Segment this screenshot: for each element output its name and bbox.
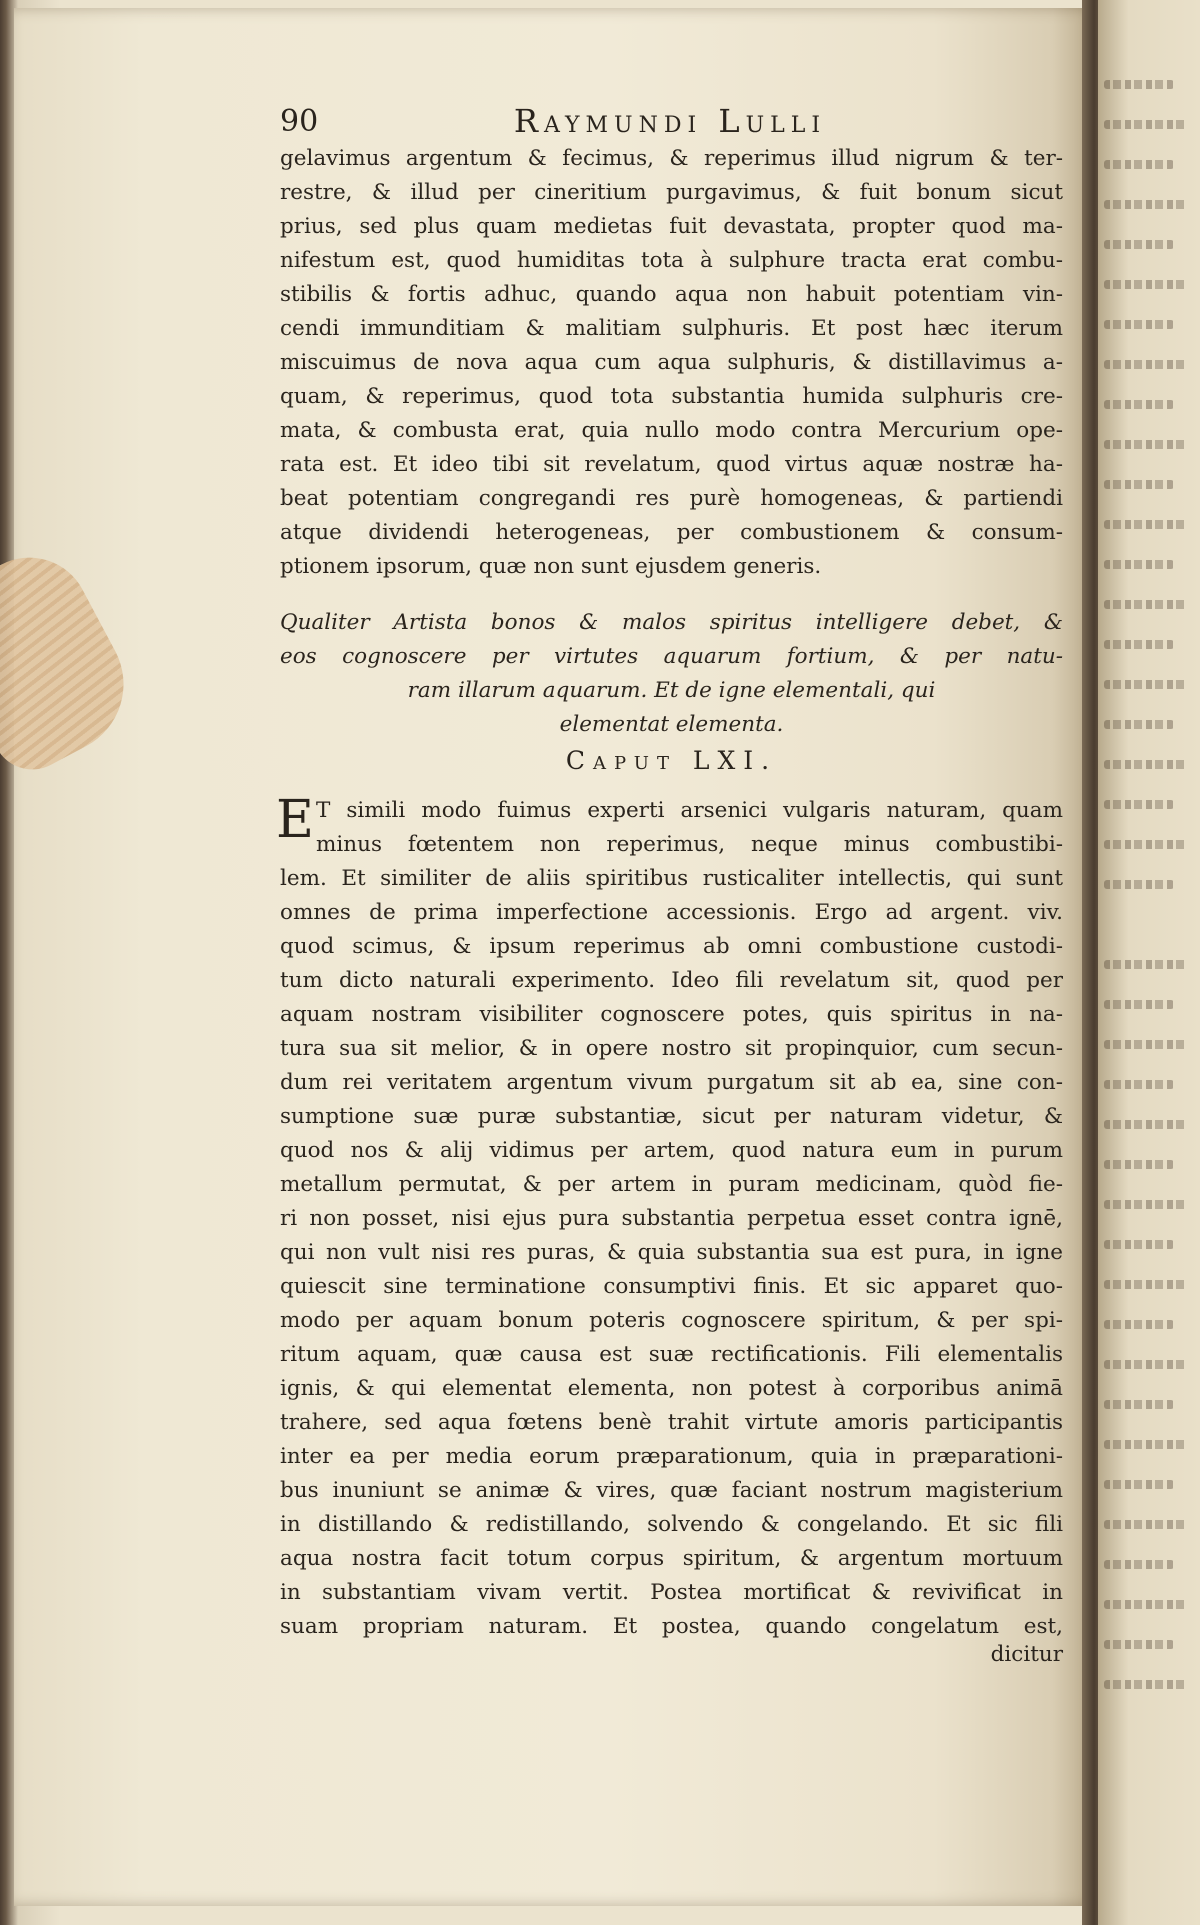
text-line: rata est. Et ideo tibi sit revelatum, quod virtus aquæ nostræ ha- — [280, 452, 1063, 477]
facing-page-text-line — [1104, 1600, 1187, 1609]
section-heading — [280, 606, 1063, 742]
facing-page-text-line — [1104, 200, 1187, 209]
text-line: in substantiam vivam vertit. Postea mortificat & revivificat in — [280, 1580, 1063, 1605]
text-line: nifestum est, quod humiditas tota à sulphure tracta erat combu- — [280, 248, 1063, 273]
text-line: aquam nostram visibiliter cognoscere potes, quis spiritus in na- — [280, 1002, 1063, 1027]
facing-page-text-line — [1104, 1000, 1174, 1009]
facing-page-text-line — [1104, 840, 1187, 849]
heading-line: ram illarum aquarum. Et de igne elementali, qui — [407, 678, 936, 703]
facing-page-text-line — [1104, 1160, 1174, 1169]
facing-page-text-line — [1104, 1640, 1174, 1649]
facing-page-text-line — [1104, 320, 1174, 329]
facing-page-text-line — [1104, 400, 1174, 409]
text-line: lem. Et similiter de aliis spiritibus rusticaliter intellectis, qui sunt — [280, 866, 1063, 891]
text-line: cendi immunditiam & malitiam sulphuris. Et post hæc iterum — [280, 316, 1063, 341]
facing-page-text-line — [1104, 120, 1187, 129]
facing-page-text-line — [1104, 520, 1187, 529]
text-line: ptionem ipsorum, quæ non sunt ejusdem generis. — [280, 554, 822, 579]
text-line: omnes de prima imperfectione accessionis. Ergo ad argent. viv. — [280, 900, 1063, 925]
running-title: Raymundi Lulli — [513, 102, 827, 140]
facing-page-text-line — [1104, 480, 1174, 489]
facing-page-text-line — [1104, 1320, 1174, 1329]
text-line: atque dividendi heterogeneas, per combustionem & consum- — [280, 520, 1063, 545]
facing-page-text-line — [1104, 1520, 1187, 1529]
text-line: minus fœtentem non reperimus, neque minus combustibi- — [316, 832, 1063, 857]
facing-page-text-line — [1104, 1040, 1187, 1049]
facing-page-text-line — [1104, 1400, 1174, 1409]
text-line: miscuimus de nova aqua cum aqua sulphuris, & distillavimus a- — [280, 350, 1063, 375]
facing-page-text-line — [1104, 640, 1174, 649]
facing-page-text-line — [1104, 1440, 1187, 1449]
text-line: ri non posset, nisi ejus pura substantia perpetua esset contra ignē, — [280, 1206, 1063, 1231]
text-line: qui non vult nisi res puras, & quia substantia sua est pura, in igne — [280, 1240, 1063, 1265]
facing-page-text-line — [1104, 560, 1174, 569]
running-head — [280, 102, 1060, 146]
facing-page-text-line — [1104, 1280, 1187, 1289]
facing-page-text-line — [1104, 1560, 1174, 1569]
facing-page-text-line — [1104, 600, 1187, 609]
facing-page-text-line — [1104, 1680, 1187, 1689]
text-line: quod nos & alij vidimus per artem, quod natura eum in purum — [280, 1138, 1063, 1163]
text-line: trahere, sed aqua fœtens benè trahit virtute amoris participantis — [280, 1410, 1063, 1435]
text-line: mata, & combusta erat, quia nullo modo contra Mercurium ope- — [280, 418, 1063, 443]
facing-page-text-line — [1104, 720, 1174, 729]
text-line: modo per aquam bonum poteris cognoscere spiritum, & per spi- — [280, 1308, 1063, 1333]
facing-page-text-line — [1104, 1080, 1174, 1089]
page-number: 90 — [280, 104, 319, 139]
facing-page-text-line — [1104, 880, 1174, 889]
text-line: T simili modo fuimus experti arsenici vulgaris naturam, quam — [316, 798, 1063, 823]
text-line: ignis, & qui elementat elementa, non potest à corporibus animā — [280, 1376, 1063, 1401]
text-line: aqua nostra facit totum corpus spiritum, & argentum mortuum — [280, 1546, 1063, 1571]
text-line: metallum permutat, & per artem in puram medicinam, quòd fie- — [280, 1172, 1063, 1197]
text-line: gelavimus argentum & fecimus, & reperimus illud nigrum & ter- — [280, 146, 1063, 171]
text-line: bus inuniunt se animæ & vires, quæ faciant nostrum magisterium — [280, 1478, 1063, 1503]
chapter-label: Caput LXI. — [565, 746, 778, 775]
chapter-text — [280, 794, 1063, 1644]
text-line: restre, & illud per cineritium purgavimus, & fuit bonum sicut — [280, 180, 1063, 205]
text-line: tura sua sit melior, & in opere nostro sit propinquior, cum secun- — [280, 1036, 1063, 1061]
text-line: tum dicto naturali experimento. Ideo fili revelatum sit, quod per — [280, 968, 1063, 993]
heading-line: elementat elementa. — [559, 712, 784, 737]
text-line: quam, & reperimus, quod tota substantia humida sulphuris cre- — [280, 384, 1063, 409]
text-line: quod scimus, & ipsum reperimus ab omni combustione custodi- — [280, 934, 1063, 959]
text-line: sumptione suæ puræ substantiæ, sicut per naturam videtur, & — [280, 1104, 1063, 1129]
text-line: inter ea per media eorum præparationum, quia in præparationi- — [280, 1444, 1063, 1469]
drop-cap: E — [276, 790, 314, 850]
text-line: stibilis & fortis adhuc, quando aqua non habuit potentiam vin- — [280, 282, 1063, 307]
facing-page-text-line — [1104, 680, 1187, 689]
facing-page-text-line — [1104, 1240, 1174, 1249]
facing-page-text-line — [1104, 440, 1187, 449]
facing-page-text-line — [1104, 760, 1187, 769]
text-line: beat potentiam congregandi res purè homogeneas, & partiendi — [280, 486, 1063, 511]
facing-page-text-line — [1104, 280, 1187, 289]
text-line: ritum aquam, quæ causa est suæ rectificationis. Fili elementalis — [280, 1342, 1063, 1367]
text-line: quiescit sine terminatione consumptivi finis. Et sic apparet quo- — [280, 1274, 1063, 1299]
facing-page-text-line — [1104, 80, 1174, 89]
facing-page-text-line — [1104, 1200, 1187, 1209]
facing-page-text-line — [1104, 1360, 1187, 1369]
facing-page-text-line — [1104, 960, 1187, 969]
paragraph-one — [280, 142, 1063, 584]
text-line: suam propriam naturam. Et postea, quando congelatum est, — [280, 1614, 1063, 1639]
facing-page-text-line — [1104, 1120, 1187, 1129]
catchword: dicitur — [990, 1642, 1063, 1667]
facing-page-edge — [1098, 0, 1200, 1925]
text-line: prius, sed plus quam medietas fuit devastata, propter quod ma- — [280, 214, 1063, 239]
text-line: dum rei veritatem argentum vivum purgatum sit ab ea, sine con- — [280, 1070, 1063, 1095]
facing-page-text-line — [1104, 240, 1174, 249]
facing-page-text-line — [1104, 800, 1174, 809]
facing-page-text-line — [1104, 160, 1174, 169]
facing-page-text-line — [1104, 360, 1187, 369]
heading-line: Qualiter Artista bonos & malos spiritus intelligere debet, & — [280, 610, 1063, 635]
facing-page-text-line — [1104, 1480, 1174, 1489]
text-line: in distillando & redistillando, solvendo & congelando. Et sic fili — [280, 1512, 1063, 1537]
heading-line: eos cognoscere per virtutes aquarum fortium, & per natu- — [280, 644, 1063, 669]
